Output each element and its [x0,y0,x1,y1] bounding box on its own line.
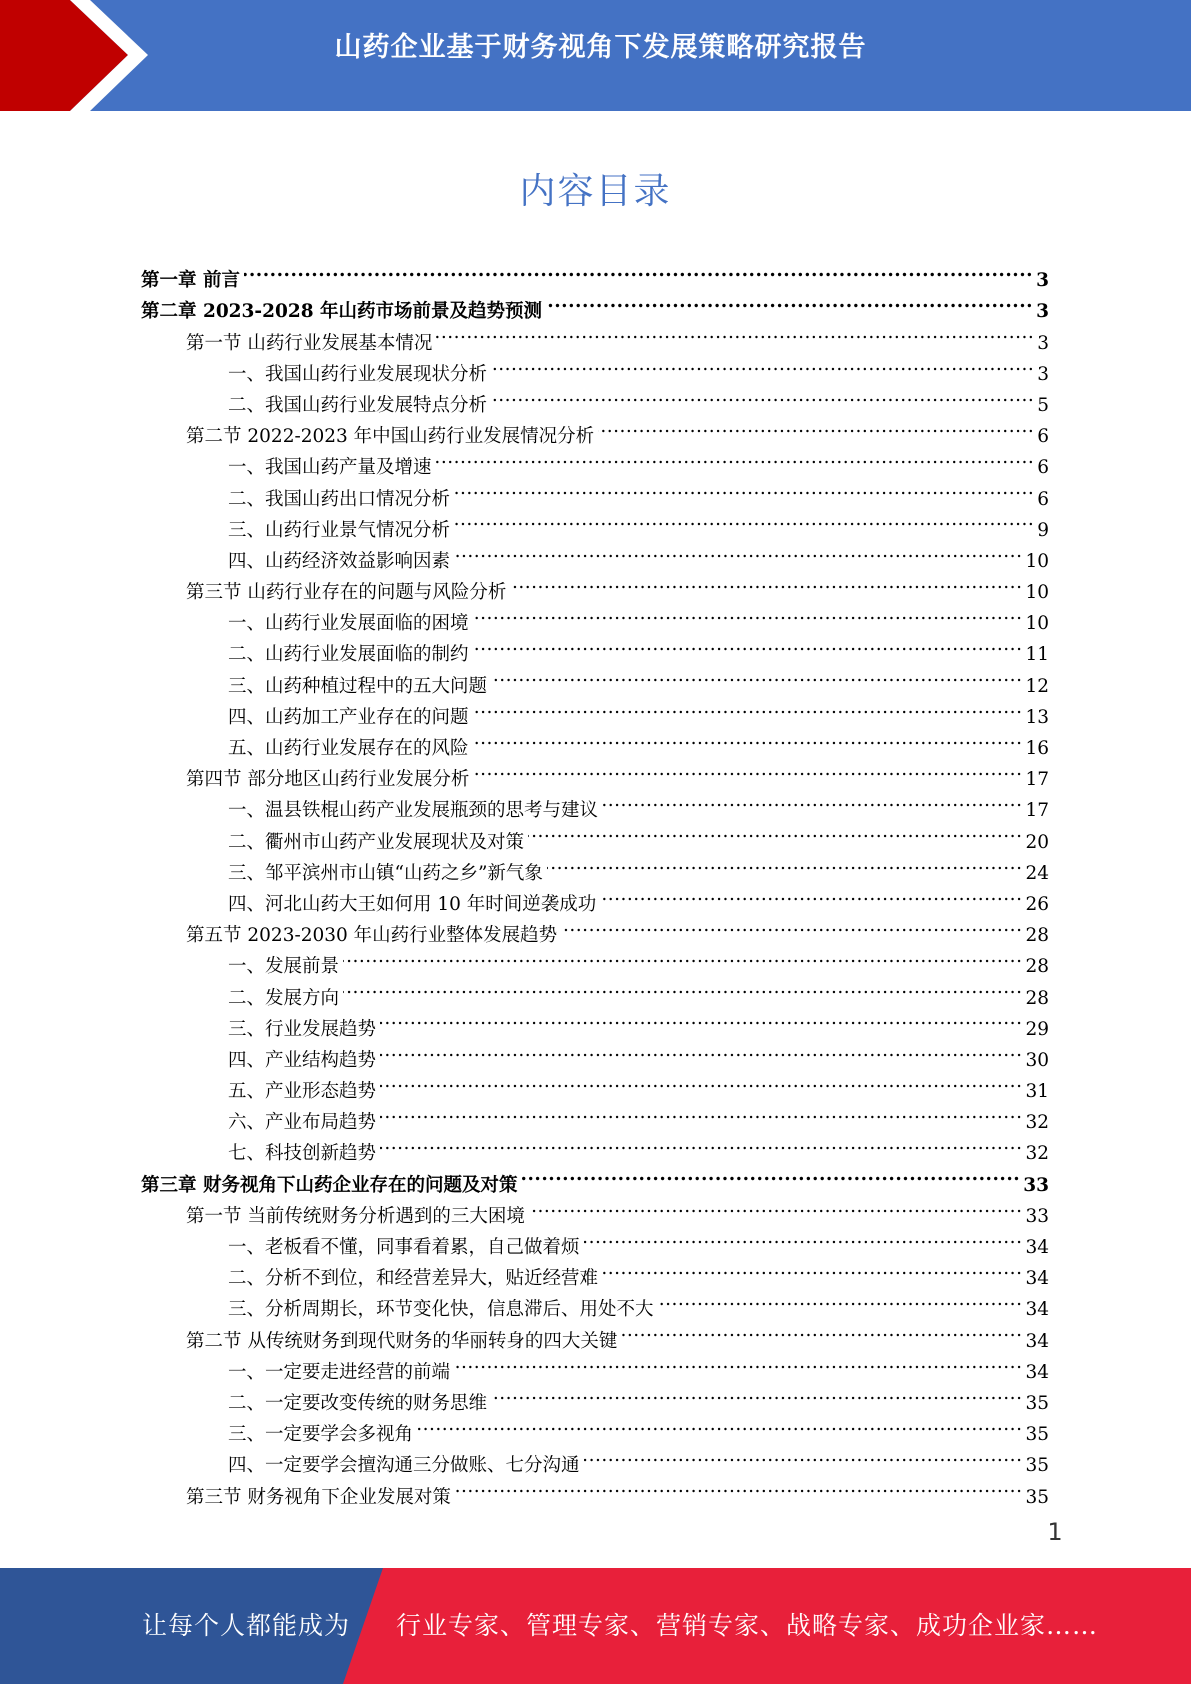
toc-entry-page: 35 [1025,1455,1049,1477]
toc-entry-title: 第一节 山药行业发展基本情况 [186,332,433,354]
toc-dot-leader [621,1315,1022,1346]
toc-dot-leader [380,1035,1022,1066]
toc-entry-title: 三、山药种植过程中的五大问题 [228,675,488,697]
toc-entry-title: 三、邹平滨州市山镇“山药之乡”新气象 [228,862,543,884]
toc-entry-page: 5 [1037,394,1049,416]
toc-dot-leader [473,629,1023,660]
toc-entry-page: 35 [1025,1392,1049,1414]
toc-dot-leader [658,1284,1023,1315]
toc-entry-title: 三、一定要学会多视角 [228,1424,414,1446]
toc-entry-page: 28 [1025,987,1049,1009]
toc-entry-title: 一、我国山药产量及增速 [228,457,432,479]
toc-entry-title: 第二节 从传统财务到现代财务的华丽转身的四大关键 [186,1330,618,1352]
toc-entry-title: 二、我国山药行业发展特点分析 [228,394,488,416]
toc-dot-leader [602,785,1022,816]
toc-dot-leader [380,1066,1022,1097]
toc-entry-page: 10 [1025,550,1049,572]
toc-entry-title: 二、我国山药出口情况分析 [228,488,451,510]
toc-entry-title: 三、分析周期长，环节变化快，信息滞后、用处不大 [228,1299,654,1321]
toc-dot-leader [546,286,1033,317]
toc-dot-leader [529,1191,1023,1222]
toc-entry-title: 二、衢州市山药产业发展现状及对策 [228,831,525,853]
toc-entry-title: 第三节 山药行业存在的问题与风险分析 [186,582,507,604]
toc-entry-page: 9 [1037,519,1049,541]
toc-dot-leader [491,349,1034,380]
toc-entry-page: 12 [1025,675,1049,697]
toc-entry-page: 32 [1025,1143,1049,1165]
toc-entry-title: 第一节 当前传统财务分析遇到的三大困境 [186,1205,525,1227]
toc-entry-page: 35 [1025,1486,1049,1508]
toc-dot-leader [454,536,1022,567]
toc-entry-title: 第二章 2023-2028 年山药市场前景及趋势预测 [141,301,543,323]
toc-entry-title: 第三章 财务视角下山药企业存在的问题及对策 [141,1174,518,1196]
toc-dot-leader [380,1097,1022,1128]
toc-dot-leader [491,1378,1022,1409]
toc-entry-page: 31 [1025,1081,1049,1103]
toc-entry[interactable] [141,286,1049,323]
toc-entry-page: 20 [1025,831,1049,853]
toc-entry-title: 五、产业形态趋势 [228,1081,377,1103]
toc-entry-page: 11 [1025,644,1049,666]
toc-entry-page: 6 [1037,457,1049,479]
toc-entry-page: 33 [1023,1174,1049,1196]
toc-entry-title: 第一章 前言 [141,270,240,292]
footer-banner [0,1568,1191,1684]
toc-dot-leader [436,317,1034,348]
toc-entry[interactable] [141,255,1049,292]
toc-entry-title: 二、一定要改变传统的财务思维 [228,1392,488,1414]
toc-entry-page: 13 [1025,706,1049,728]
toc-entry-page: 34 [1025,1361,1049,1383]
toc-entry-page: 10 [1025,613,1049,635]
toc-entry-title: 第四节 部分地区山药行业发展分析 [186,769,470,791]
toc-entry-title: 第五节 2023-2030 年山药行业整体发展趋势 [186,925,558,947]
toc-entry-page: 29 [1025,1018,1049,1040]
toc-dot-leader [417,1409,1022,1440]
toc-entry-title: 四、山药加工产业存在的问题 [228,706,469,728]
toc-entry-page: 33 [1025,1205,1049,1227]
toc-entry-page: 30 [1025,1049,1049,1071]
toc-entry-page: 10 [1025,582,1049,604]
toc-entry-page: 6 [1037,488,1049,510]
toc-entry-page: 34 [1025,1237,1049,1258]
toc-dot-leader [244,255,1033,286]
toc-dot-leader [491,380,1034,411]
toc-dot-leader [473,754,1022,785]
toc-entry-title: 六、产业布局趋势 [228,1112,377,1134]
toc-entry-title: 二、发展方向 [228,987,340,1009]
toc-dot-leader [510,567,1022,598]
toc-entry-title: 一、发展前景 [228,956,340,978]
toc-entry-page: 3 [1037,332,1049,354]
toc-entry-title: 四、一定要学会擅沟通三分做账、七分沟通 [228,1455,580,1477]
toc-entry-page: 32 [1025,1112,1049,1134]
toc-entry-page: 34 [1025,1268,1049,1290]
page-number: 1 [1047,1518,1063,1546]
toc-dot-leader [454,1347,1022,1378]
toc-dot-leader [584,1440,1023,1471]
toc-dot-leader [473,598,1023,629]
toc-dot-leader [454,505,1034,536]
toc-heading: 内容目录 [519,171,672,212]
toc-entry-title: 四、产业结构趋势 [228,1049,377,1071]
toc-dot-leader [600,879,1022,910]
toc-entry-title: 第三节 财务视角下企业发展对策 [186,1486,451,1508]
toc-entry-title: 一、我国山药行业发展现状分析 [228,363,488,385]
toc-dot-leader [343,972,1022,1003]
toc-entry-title: 二、分析不到位，和经营差异大，贴近经营难 [228,1268,599,1290]
toc-dot-leader [380,1128,1022,1159]
report-title: 山药企业基于财务视角下发展策略研究报告 [334,32,867,63]
toc-dot-leader [380,1004,1022,1035]
toc-entry-title: 二、山药行业发展面临的制约 [228,644,469,666]
toc-entry-page: 35 [1025,1424,1049,1446]
toc-entry-title: 四、山药经济效益影响因素 [228,550,451,572]
toc-dot-leader [584,1222,1023,1253]
toc-entry-title: 一、老板看不懂，同事看着累，自己做着烦 [228,1237,580,1258]
toc-entry-page: 28 [1025,925,1049,947]
toc-entry-page: 34 [1025,1330,1049,1352]
toc-entry-title: 五、山药行业发展存在的风险 [228,738,469,759]
toc-entry-page: 17 [1025,800,1049,822]
toc-dot-leader [598,411,1034,442]
toc-entry-title: 七、科技创新趋势 [228,1143,377,1165]
toc-entry-page: 3 [1036,270,1049,292]
toc-entry-title: 三、山药行业景气情况分析 [228,519,451,541]
footer-slogan-left: 让每个人都能成为 [142,1611,351,1640]
table-of-contents [141,255,1049,1508]
toc-entry-page: 24 [1025,862,1049,884]
toc-dot-leader [455,1471,1023,1502]
toc-dot-leader [521,1159,1020,1190]
toc-entry-title: 四、河北山药大王如何用 10 年时间逆袭成功 [228,893,597,915]
toc-entry-page: 16 [1025,738,1049,759]
header-banner [0,0,1191,111]
toc-dot-leader [491,660,1022,691]
toc-entry-page: 6 [1037,426,1049,448]
toc-entry-title: 一、温县铁棍山药产业发展瓶颈的思考与建议 [228,800,599,822]
toc-dot-leader [602,1253,1022,1284]
toc-entry-title: 三、行业发展趋势 [228,1018,377,1040]
toc-entry-page: 3 [1037,363,1049,385]
footer-slogan-right: 行业专家、管理专家、营销专家、战略专家、成功企业家…… [396,1611,1099,1640]
toc-entry-page: 17 [1025,769,1049,791]
toc-dot-leader [473,723,1023,754]
toc-dot-leader [473,692,1023,723]
toc-dot-leader [343,941,1022,972]
toc-dot-leader [547,848,1023,879]
toc-entry-title: 一、一定要走进经营的前端 [228,1361,451,1383]
toc-dot-leader [436,442,1035,473]
toc-entry-title: 一、山药行业发展面临的困境 [228,613,469,635]
toc-entry-page: 3 [1036,301,1049,323]
toc-dot-leader [454,473,1034,504]
toc-entry-page: 26 [1025,893,1049,915]
toc-entry-page: 28 [1025,956,1049,978]
toc-entry-title: 第二节 2022-2023 年中国山药行业发展情况分析 [186,426,595,448]
toc-dot-leader [528,816,1022,847]
toc-dot-leader [561,910,1022,941]
toc-entry-page: 34 [1025,1299,1049,1321]
